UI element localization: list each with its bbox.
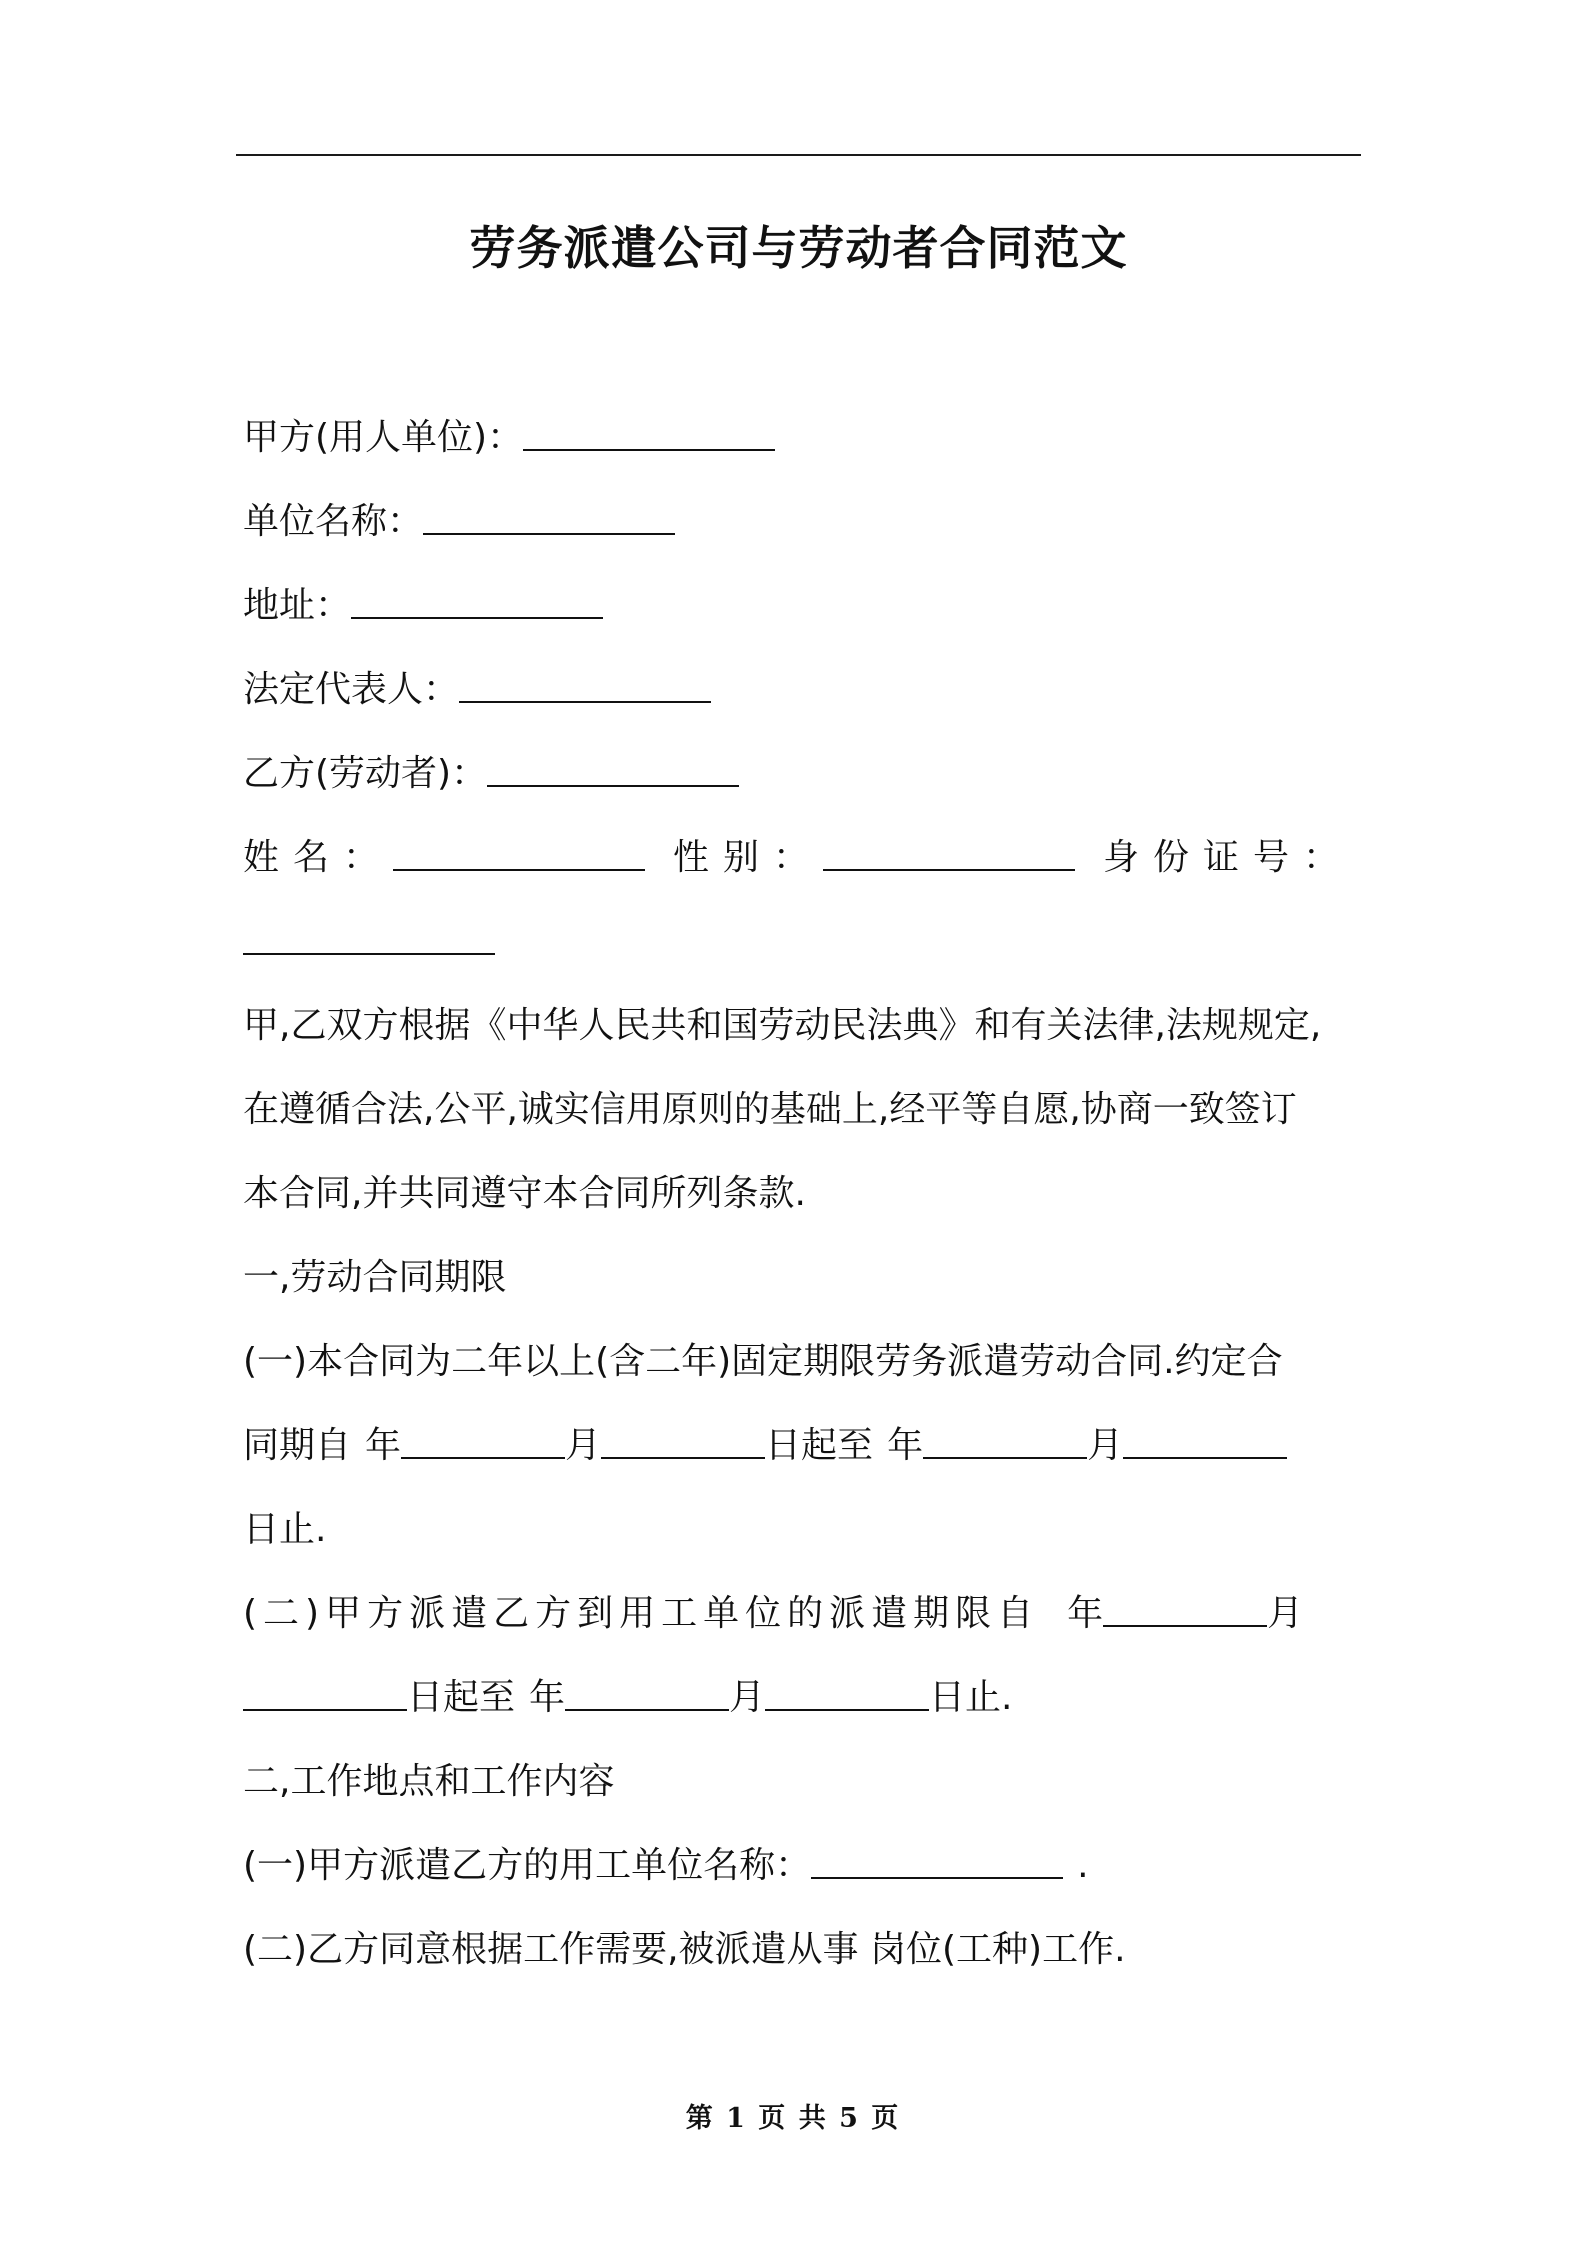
name-field [243, 828, 645, 912]
section2-item1 [243, 1836, 1353, 1920]
month-word: 月 [1267, 1593, 1304, 1634]
gender-field [673, 828, 1075, 912]
section2-heading: 二,工作地点和工作内容 [243, 1761, 615, 1802]
party-a-label: 甲方(用人单位)： [243, 417, 524, 458]
end-month-blank[interactable] [1123, 1419, 1287, 1459]
party-b-label: 乙方(劳动者)： [243, 753, 488, 794]
dispatch-end-year-blank[interactable] [565, 1671, 729, 1711]
dispatch-start-month-blank[interactable] [243, 1671, 407, 1711]
gender-blank[interactable] [823, 831, 1075, 871]
year-word: 年 [1067, 1593, 1104, 1634]
legal-rep-label: 法定代表人： [243, 669, 460, 710]
employer-name-blank[interactable] [811, 1839, 1063, 1879]
address-label: 地址： [243, 585, 352, 626]
document-title: 劳务派遣公司与劳动者合同范文 [469, 221, 1128, 275]
day-start-word: 日起至 [765, 1425, 874, 1466]
month-word: 月 [565, 1425, 602, 1466]
end-year-blank[interactable] [923, 1419, 1087, 1459]
page-footer: 第 1 页 共 5 页 [685, 2103, 901, 2134]
gender-label: 性别： [672, 837, 823, 878]
start-year-blank[interactable] [401, 1419, 565, 1459]
id-blank-line [243, 912, 1353, 996]
section1-item2-line2 [243, 1668, 1353, 1752]
dispatch-end-month-blank[interactable] [765, 1671, 929, 1711]
employer-name-label: (一)甲方派遣乙方的用工单位名称： [243, 1845, 812, 1886]
legal-rep-blank[interactable] [459, 663, 711, 703]
unit-name-label: 单位名称： [243, 501, 424, 542]
start-month-blank[interactable] [601, 1419, 765, 1459]
dispatch-end-word: 日止. [929, 1677, 1013, 1718]
section1-item1-line3: 日止. [243, 1509, 327, 1550]
dispatch-start-year-blank[interactable] [1103, 1587, 1267, 1627]
document-body [243, 408, 1353, 2004]
day-start-word: 日起至 [407, 1677, 516, 1718]
unit-name-line [243, 492, 1353, 576]
party-b-line [243, 744, 1353, 828]
id-label: 身份证号： [1102, 837, 1353, 878]
section1-item1-line2 [243, 1416, 1353, 1500]
month-word: 月 [1087, 1425, 1124, 1466]
party-b-info-line [243, 828, 1353, 912]
month-word: 月 [729, 1677, 766, 1718]
party-a-blank[interactable] [523, 411, 775, 451]
section1-item1-line1: (一)本合同为二年以上(含二年)固定期限劳务派遣劳动合同.约定合 [243, 1341, 1283, 1382]
legal-rep-line [243, 660, 1353, 744]
section1-item2-line1 [243, 1584, 1353, 1668]
section2-item2: (二)乙方同意根据工作需要,被派遣从事 岗位(工种)工作. [243, 1929, 1126, 1970]
id-blank[interactable] [243, 915, 495, 955]
year-word: 年 [365, 1425, 402, 1466]
dispatch-period-prefix: (二)甲方派遣乙方到用工单位的派遣期限自 [243, 1593, 1040, 1634]
preamble-line-1: 甲,乙双方根据《中华人民共和国劳动民法典》和有关法律,法规规定, [243, 1005, 1322, 1046]
preamble-line-3: 本合同,并共同遵守本合同所列条款. [243, 1173, 806, 1214]
address-blank[interactable] [351, 579, 603, 619]
unit-name-blank[interactable] [423, 495, 675, 535]
name-label: 姓名： [243, 837, 394, 878]
year-word: 年 [887, 1425, 924, 1466]
preamble-line-2: 在遵循合法,公平,诚实信用原则的基础上,经平等自愿,协商一致签订 [243, 1089, 1297, 1130]
contract-period-prefix: 同期自 [243, 1425, 352, 1466]
header-rule [236, 154, 1361, 156]
year-word: 年 [529, 1677, 566, 1718]
address-line [243, 576, 1353, 660]
party-a-line [243, 408, 1353, 492]
name-blank[interactable] [393, 831, 645, 871]
employer-name-end: . [1077, 1845, 1089, 1886]
section1-heading: 一,劳动合同期限 [243, 1257, 507, 1298]
party-b-blank[interactable] [487, 747, 739, 787]
